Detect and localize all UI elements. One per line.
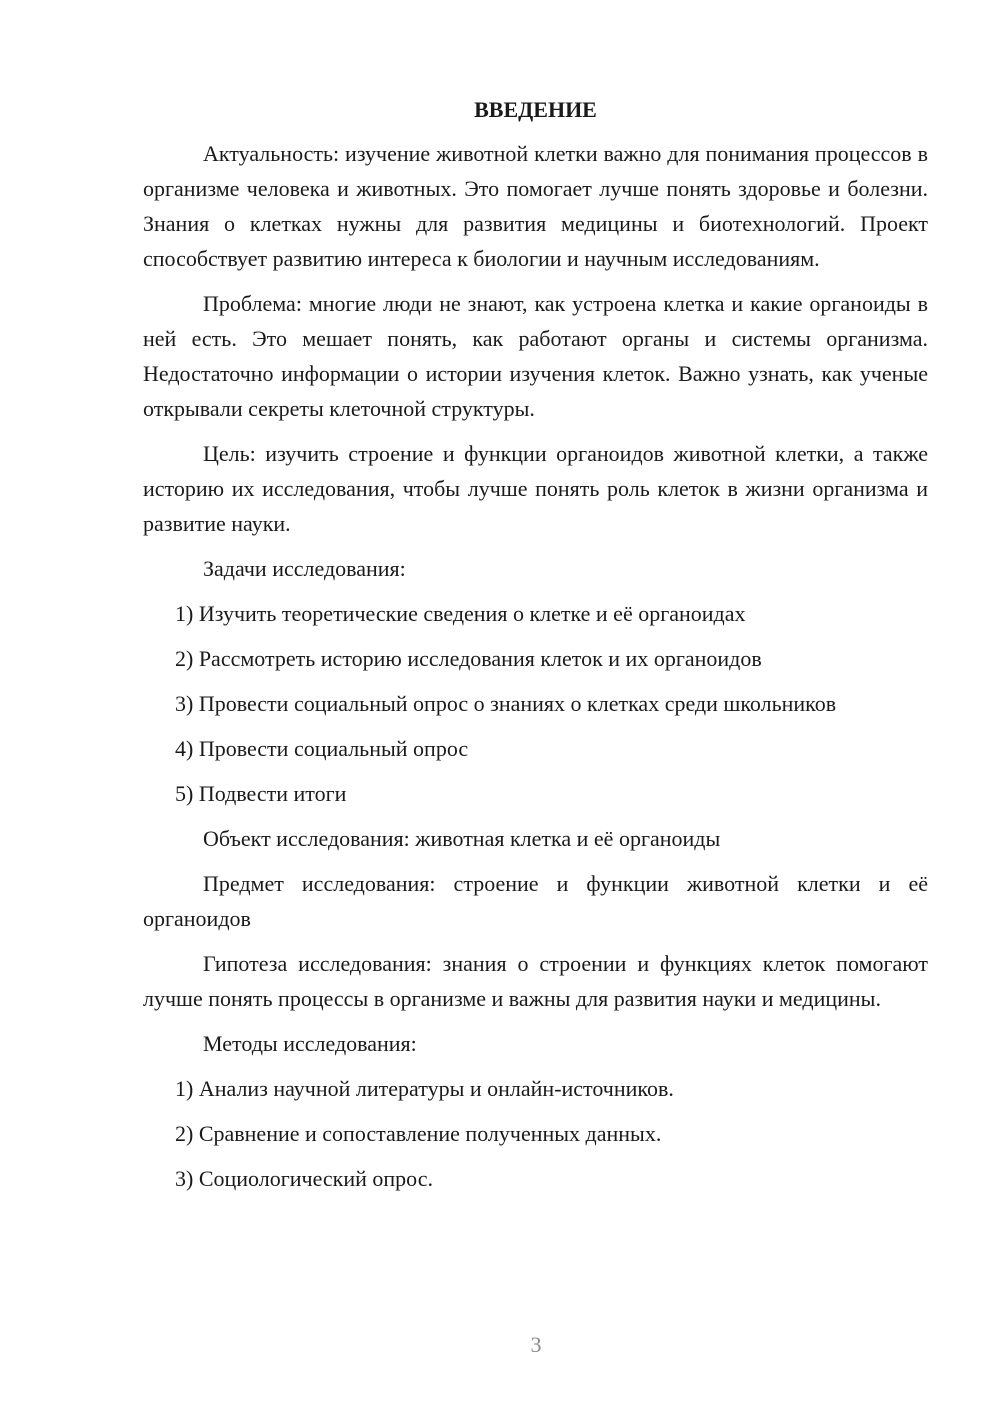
method-item-3: 3) Социологический опрос. [175, 1166, 433, 1191]
research-object: Объект исследования: животная клетка и её органоиды [203, 826, 721, 851]
tasks-heading: Задачи исследования: [203, 556, 406, 581]
method-item-1: 1) Анализ научной литературы и онлайн-источников. [175, 1076, 674, 1101]
page-content [143, 92, 928, 1206]
task-item-5: 5) Подвести итоги [175, 781, 347, 806]
method-item-2: 2) Сравнение и сопоставление полученных данных. [175, 1121, 662, 1146]
research-hypothesis: Гипотеза исследования: знания о строении и функциях клеток помогают лучше понять процессы в организме и важны для развития науки и медицины. [143, 951, 928, 1011]
goal-paragraph: Цель: изучить строение и функции органоидов животной клетки, а также историю их исследования, чтобы лучше понять роль клеток в жизни организма и развитие науки. [143, 441, 928, 536]
methods-heading: Методы исследования: [203, 1031, 417, 1056]
page-number: 3 [530, 1332, 542, 1357]
task-item-1: 1) Изучить теоретические сведения о клетке и её органоидах [175, 601, 746, 626]
research-subject: Предмет исследования: строение и функции животной клетки и её органоидов [143, 871, 928, 931]
task-item-3: 3) Провести социальный опрос о знаниях о клетках среди школьников [175, 691, 837, 716]
section-title: ВВЕДЕНИЕ [474, 97, 597, 122]
task-item-4: 4) Провести социальный опрос [175, 736, 469, 761]
task-item-2: 2) Рассмотреть историю исследования клеток и их органоидов [175, 646, 762, 671]
problem-paragraph: Проблема: многие люди не знают, как устроена клетка и какие органоиды в ней есть. Это мешает понять, как работают органы и системы организма. Недостаточно информации о истории изучения клеток. Важно узнать, как ученые открывали секреты клеточной структуры. [143, 291, 928, 421]
relevance-paragraph: Актуальность: изучение животной клетки важно для понимания процессов в организме человека и животных. Это помогает лучше понять здоровье и болезни. Знания о клетках нужны для развития медицины и биотехнологий. Проект способствует развитию интереса к биологии и научным исследованиям. [143, 141, 928, 271]
